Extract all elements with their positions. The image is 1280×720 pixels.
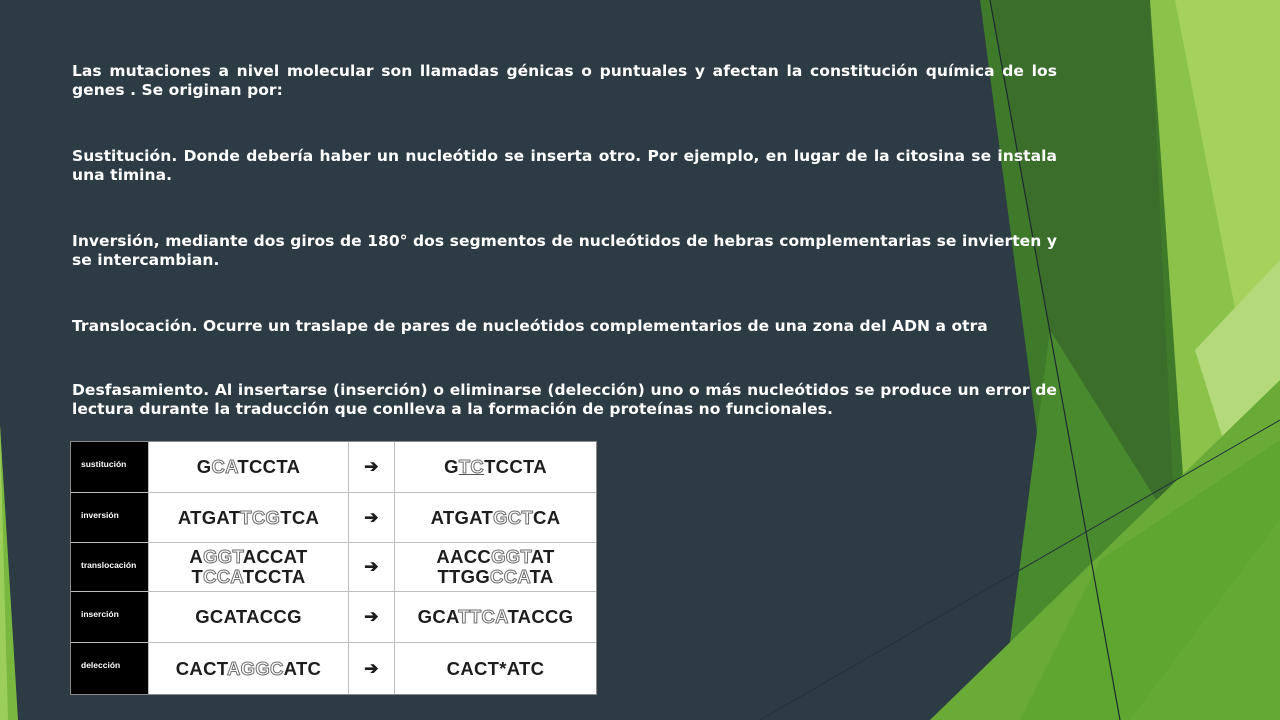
mutation-row-4: [71, 643, 596, 694]
nucleotides: TACCG: [507, 606, 574, 627]
arrow-right-icon: ➔: [348, 493, 394, 542]
sequence-line: [418, 607, 574, 627]
nucleotides: CA: [533, 506, 561, 528]
nucleotides: AACC: [436, 546, 492, 567]
mutated-nucleotides: TCG: [240, 506, 281, 528]
nucleotides: TCCTA: [484, 456, 547, 477]
nucleotides: G: [196, 456, 212, 477]
sequence-line: [178, 508, 319, 528]
arrow-right-icon: ➔: [348, 442, 394, 492]
sequence-line: [447, 659, 545, 679]
nucleotides: TA: [529, 566, 554, 587]
mutation-examples-table: [70, 441, 597, 695]
mutation-type-text: inversión: [81, 510, 119, 520]
mutated-nucleotides: AGGC: [226, 657, 284, 679]
mutation-row-3: [71, 592, 596, 643]
mutation-type-label: [71, 592, 148, 642]
mutation-type-label: [71, 442, 148, 492]
mutated-nucleotides: GCT: [493, 506, 534, 528]
paragraph-inversion: Inversión, mediante dos giros de 180° dos segmentos de nucleótidos de hebras complementarias se invierten y se intercambian.: [72, 232, 1057, 269]
mutation-row-2: [71, 543, 596, 592]
sequence-line: [197, 457, 300, 477]
paragraph-sustitucion: Sustitución. Donde debería haber un nucleótido se inserta otro. Por ejemplo, en lugar de la citosina se instala una timina.: [72, 147, 1057, 184]
nucleotides: ATGAT: [177, 506, 241, 528]
sequence-after: [394, 543, 596, 591]
sequence-line: [195, 607, 302, 627]
nucleotides: A: [189, 546, 204, 567]
mutation-type-text: translocación: [81, 560, 137, 570]
sequence-line: [191, 567, 305, 587]
sequence-before: [148, 543, 348, 591]
nucleotides: TCA: [280, 506, 320, 528]
paragraph-translocacion: Translocación. Ocurre un traslape de pares de nucleótidos complementarios de una zona del ADN a otra: [72, 317, 988, 335]
mutation-type-text: sustitución: [81, 459, 127, 469]
mutation-type-text: delección: [81, 660, 121, 670]
nucleotides: ATC: [283, 657, 322, 679]
nucleotides: G: [444, 456, 459, 477]
mutation-type-label: [71, 493, 148, 542]
nucleotides: TTGG: [437, 566, 491, 587]
mutated-nucleotides: GGT: [203, 546, 243, 567]
sequence-after: [394, 643, 596, 694]
nucleotides: T: [191, 566, 204, 587]
mutated-nucleotides: TC: [458, 456, 485, 477]
mutation-row-0: [71, 442, 596, 493]
nucleotides: ACCAT: [242, 546, 308, 567]
nucleotides: ATGAT: [430, 506, 494, 528]
nucleotides: AT: [530, 546, 555, 567]
sequence-line: [176, 659, 321, 679]
nucleotides: GCA: [417, 606, 459, 627]
nucleotides: TCCTA: [237, 456, 301, 477]
arrow-right-icon: ➔: [348, 592, 394, 642]
sequence-line: [437, 567, 553, 587]
sequence-line: [431, 508, 561, 528]
arrow-right-icon: ➔: [348, 643, 394, 694]
mutation-type-label: [71, 643, 148, 694]
sequence-after: [394, 493, 596, 542]
paragraph-intro: Las mutaciones a nivel molecular son llamadas génicas o puntuales y afectan la constitución química de los genes . Se originan por:: [72, 62, 1057, 99]
mutation-row-1: [71, 493, 596, 543]
sequence-before: [148, 442, 348, 492]
sequence-line: [189, 547, 307, 567]
nucleotides: CACT*ATC: [446, 657, 545, 679]
mutation-type-label: [71, 543, 148, 591]
nucleotides: GCATACCG: [195, 606, 302, 627]
nucleotides: CACT: [175, 657, 227, 679]
mutated-nucleotides: CCA: [490, 566, 530, 587]
mutation-type-text: inserción: [81, 609, 119, 619]
mutated-nucleotides: CA: [211, 456, 238, 477]
mutated-nucleotides: TTCA: [458, 606, 508, 627]
nucleotides: TCCTA: [242, 566, 306, 587]
mutated-nucleotides: GGT: [491, 546, 531, 567]
sequence-before: [148, 592, 348, 642]
sequence-before: [148, 493, 348, 542]
sequence-after: [394, 442, 596, 492]
arrow-right-icon: ➔: [348, 543, 394, 591]
sequence-line: [436, 547, 554, 567]
sequence-before: [148, 643, 348, 694]
mutated-nucleotides: CCA: [203, 566, 243, 587]
sequence-after: [394, 592, 596, 642]
paragraph-desfasamiento: Desfasamiento. Al insertarse (inserción) o eliminarse (delección) uno o más nucleótidos se produce un error de lectura durante la traducción que conlleva a la formación de proteínas no funcionales.: [72, 381, 1057, 418]
sequence-line: [444, 457, 547, 477]
